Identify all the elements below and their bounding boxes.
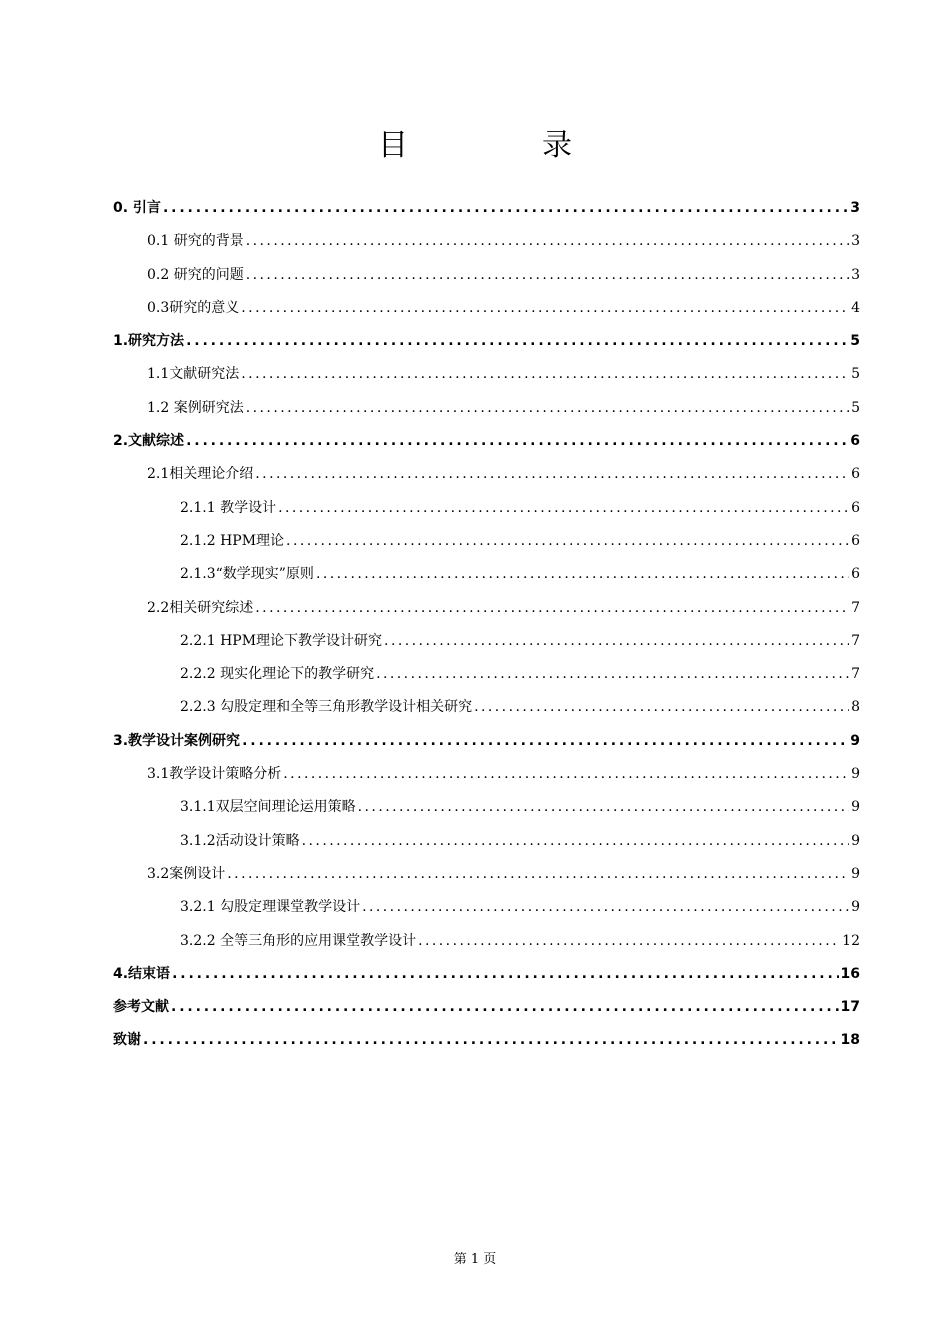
toc-entry[interactable] (113, 225, 860, 258)
toc-entry[interactable] (113, 558, 860, 591)
toc-entry[interactable] (113, 825, 860, 858)
toc-entry-page: 16 (840, 965, 860, 982)
toc-leader-dots (362, 891, 849, 924)
toc-leader-dots (246, 259, 849, 292)
toc-entry-page: 3 (851, 266, 860, 283)
toc-entry[interactable] (113, 425, 860, 458)
toc-entry-title: 3.1.2活动设计策略 (180, 832, 300, 849)
toc-entry[interactable] (113, 991, 860, 1024)
page-footer: 第 1 页 (453, 1252, 497, 1267)
toc-entry-title: 1.1文献研究法 (147, 366, 240, 383)
toc-entry[interactable] (113, 525, 860, 558)
toc-entry-page: 5 (850, 333, 860, 350)
toc-leader-dots (242, 725, 848, 758)
toc-entry[interactable] (113, 592, 860, 625)
toc-entry[interactable] (113, 691, 860, 724)
toc-entry-title: 2.1.1 教学设计 (180, 499, 277, 516)
toc-entry-page: 9 (851, 899, 860, 916)
toc-entry-page: 6 (850, 433, 860, 450)
toc-entry[interactable] (113, 758, 860, 791)
toc-entry-title: 0.1 研究的背景 (147, 233, 244, 250)
toc-entry[interactable] (113, 192, 860, 225)
toc-entry-title: 0.3研究的意义 (147, 299, 240, 316)
toc-entry[interactable] (113, 625, 860, 658)
toc-entry-title: 2.文献综述 (113, 433, 185, 450)
toc-entry-page: 4 (851, 299, 860, 316)
toc-leader-dots (143, 1024, 839, 1057)
table-of-contents (113, 192, 860, 1058)
toc-entry-page: 6 (851, 466, 860, 483)
toc-entry-title: 2.1.3“数学现实”原则 (180, 566, 314, 583)
toc-entry-title: 3.教学设计案例研究 (113, 732, 241, 749)
toc-entry-title: 2.2.3 勾股定理和全等三角形教学设计相关研究 (180, 699, 473, 716)
toc-entry[interactable] (113, 658, 860, 691)
toc-leader-dots (241, 292, 849, 325)
toc-entry[interactable] (113, 392, 860, 425)
toc-entry-page: 9 (851, 766, 860, 783)
toc-leader-dots (163, 192, 848, 225)
toc-entry-page: 8 (851, 699, 860, 716)
toc-entry[interactable] (113, 458, 860, 491)
toc-entry-page: 9 (851, 865, 860, 882)
toc-entry-page: 9 (851, 832, 860, 849)
toc-entry-page: 9 (851, 799, 860, 816)
toc-entry-page: 6 (851, 532, 860, 549)
toc-entry-page: 5 (851, 399, 860, 416)
toc-entry-title: 0.2 研究的问题 (147, 266, 244, 283)
toc-entry-page: 7 (851, 666, 860, 683)
toc-entry-page: 18 (840, 1032, 860, 1049)
toc-entry-page: 6 (851, 566, 860, 583)
toc-leader-dots (316, 558, 849, 591)
toc-leader-dots (186, 425, 848, 458)
toc-entry[interactable] (113, 858, 860, 891)
toc-leader-dots (286, 525, 849, 558)
toc-entry[interactable] (113, 259, 860, 292)
toc-leader-dots (172, 958, 838, 991)
toc-entry-page: 7 (851, 599, 860, 616)
toc-entry-page: 6 (851, 499, 860, 516)
toc-leader-dots (241, 358, 849, 391)
toc-entry[interactable] (113, 1024, 860, 1057)
toc-leader-dots (171, 991, 839, 1024)
toc-entry-page: 9 (850, 732, 860, 749)
toc-entry-page: 7 (851, 632, 860, 649)
toc-entry-page: 3 (850, 200, 860, 216)
toc-entry-title: 3.2.2 全等三角形的应用课堂教学设计 (180, 932, 417, 949)
toc-leader-dots (358, 791, 849, 824)
toc-entry-page: 17 (840, 999, 860, 1016)
toc-leader-dots (255, 592, 849, 625)
toc-entry[interactable] (113, 358, 860, 391)
toc-entry-title: 2.2相关研究综述 (147, 599, 254, 616)
toc-leader-dots (384, 625, 849, 658)
toc-entry[interactable] (113, 958, 860, 991)
toc-leader-dots (302, 825, 849, 858)
toc-entry[interactable] (113, 292, 860, 325)
page-title: 目 录 (378, 128, 624, 163)
toc-leader-dots (246, 392, 849, 425)
toc-entry[interactable] (113, 891, 860, 924)
toc-leader-dots (227, 858, 849, 891)
toc-entry[interactable] (113, 725, 860, 758)
toc-leader-dots (376, 658, 849, 691)
toc-leader-dots (255, 458, 849, 491)
toc-entry-title: 参考文献 (113, 999, 169, 1016)
toc-entry-title: 2.2.1 HPM理论下教学设计研究 (180, 632, 383, 649)
toc-entry-title: 3.2.1 勾股定理课堂教学设计 (180, 899, 361, 916)
toc-entry-page: 3 (851, 233, 860, 250)
toc-entry[interactable] (113, 925, 860, 958)
toc-entry-title: 1.研究方法 (113, 333, 185, 350)
toc-entry[interactable] (113, 791, 860, 824)
toc-entry-page: 5 (851, 366, 860, 383)
toc-entry-title: 2.2.2 现实化理论下的教学研究 (180, 666, 375, 683)
toc-leader-dots (278, 492, 849, 525)
toc-leader-dots (474, 691, 849, 724)
toc-leader-dots (283, 758, 849, 791)
toc-entry-title: 4.结束语 (113, 965, 171, 982)
toc-entry-title: 0. 引言 (113, 200, 161, 216)
toc-entry-title: 2.1相关理论介绍 (147, 466, 254, 483)
toc-entry[interactable] (113, 492, 860, 525)
toc-leader-dots (246, 225, 849, 258)
toc-entry-title: 1.2 案例研究法 (147, 399, 244, 416)
toc-entry-title: 3.2案例设计 (147, 865, 226, 882)
toc-entry-page: 12 (842, 932, 860, 949)
toc-entry[interactable] (113, 325, 860, 358)
toc-leader-dots (418, 925, 840, 958)
toc-entry-title: 致谢 (113, 1032, 141, 1049)
toc-entry-title: 3.1.1双层空间理论运用策略 (180, 799, 356, 816)
toc-entry-title: 2.1.2 HPM理论 (180, 532, 285, 549)
toc-entry-title: 3.1教学设计策略分析 (147, 766, 282, 783)
toc-leader-dots (186, 325, 848, 358)
